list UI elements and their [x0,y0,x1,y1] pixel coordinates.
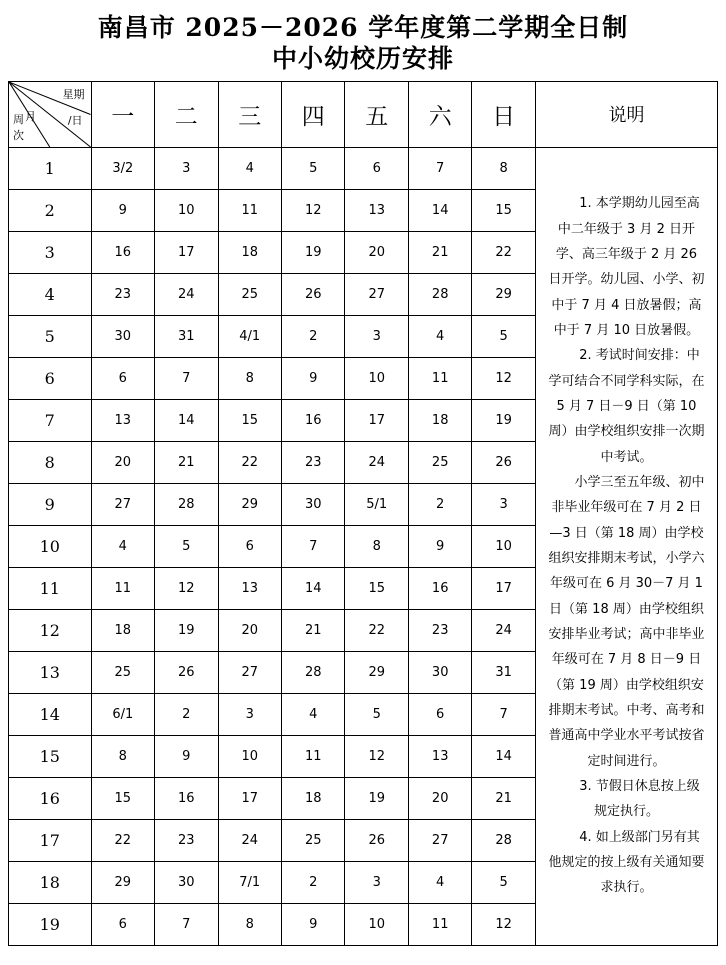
corner-header-cell [9,81,92,147]
header-day-5: 五 [345,81,408,147]
date-cell: 25 [408,441,471,483]
date-cell: 5/1 [345,483,408,525]
date-cell: 17 [218,777,281,819]
date-cell: 24 [218,819,281,861]
date-cell: 12 [472,903,535,945]
week-number-cell: 18 [9,861,92,903]
date-cell: 30 [408,651,471,693]
table-header-row [9,81,718,147]
date-cell: 6/1 [91,693,154,735]
date-cell: 31 [155,315,218,357]
header-day-2: 二 [155,81,218,147]
date-cell: 7 [472,693,535,735]
date-cell: 23 [155,819,218,861]
date-cell: 2 [281,315,344,357]
date-cell: 17 [345,399,408,441]
date-cell: 5 [345,693,408,735]
date-cell: 30 [155,861,218,903]
header-day-3: 三 [218,81,281,147]
date-cell: 29 [218,483,281,525]
note-paragraph: 1. 本学期幼儿园至高中二年级于 3 月 2 日开学、高三年级于 2 月 26 日开学。幼儿园、小学、初中于 7 月 4 日放暑假；高中于 7 月 10 日放暑假。 [548,196,705,338]
date-cell: 22 [218,441,281,483]
date-cell: 7 [408,147,471,189]
date-cell: 9 [408,525,471,567]
date-cell: 21 [408,231,471,273]
corner-label-week-ordinal: 周 次 [13,112,24,142]
date-cell: 10 [345,357,408,399]
page-title-line2: 中小幼校历安排 [271,44,454,74]
date-cell: 5 [155,525,218,567]
date-cell: 26 [345,819,408,861]
date-cell: 9 [155,735,218,777]
date-cell: 12 [281,189,344,231]
date-cell: 30 [91,315,154,357]
date-cell: 13 [218,567,281,609]
date-cell: 8 [472,147,535,189]
week-number-cell: 7 [9,399,92,441]
week-number-cell: 10 [9,525,92,567]
date-cell: 26 [155,651,218,693]
date-cell: 11 [91,567,154,609]
date-cell: 4 [91,525,154,567]
week-number-cell: 14 [9,693,92,735]
date-cell: 10 [472,525,535,567]
date-cell: 23 [91,273,154,315]
date-cell: 3 [345,315,408,357]
calendar-table-wrapper [0,81,726,946]
date-cell: 3 [155,147,218,189]
date-cell: 31 [472,651,535,693]
date-cell: 19 [472,399,535,441]
table-row [9,147,718,189]
date-cell: 4/1 [218,315,281,357]
date-cell: 19 [155,609,218,651]
date-cell: 8 [91,735,154,777]
date-cell: 10 [218,735,281,777]
date-cell: 2 [155,693,218,735]
date-cell: 6 [408,693,471,735]
week-number-cell: 3 [9,231,92,273]
date-cell: 20 [345,231,408,273]
date-cell: 20 [218,609,281,651]
date-cell: 12 [345,735,408,777]
date-cell: 27 [345,273,408,315]
date-cell: 4 [408,861,471,903]
header-day-6: 六 [408,81,471,147]
week-number-cell: 15 [9,735,92,777]
date-cell: 13 [408,735,471,777]
date-cell: 10 [345,903,408,945]
date-cell: 26 [281,273,344,315]
date-cell: 9 [91,189,154,231]
date-cell: 5 [472,315,535,357]
date-cell: 22 [472,231,535,273]
corner-label-date: /日 [67,113,83,127]
date-cell: 25 [91,651,154,693]
date-cell: 14 [472,735,535,777]
date-cell: 27 [408,819,471,861]
date-cell: 16 [408,567,471,609]
date-cell: 15 [218,399,281,441]
date-cell: 28 [408,273,471,315]
date-cell: 18 [281,777,344,819]
date-cell: 7 [155,357,218,399]
date-cell: 17 [155,231,218,273]
date-cell: 5 [472,861,535,903]
date-cell: 6 [218,525,281,567]
week-number-cell: 17 [9,819,92,861]
date-cell: 23 [408,609,471,651]
date-cell: 16 [155,777,218,819]
week-number-cell: 9 [9,483,92,525]
date-cell: 8 [345,525,408,567]
header-notes: 说明 [535,81,717,147]
date-cell: 24 [345,441,408,483]
date-cell: 29 [472,273,535,315]
date-cell: 4 [281,693,344,735]
date-cell: 17 [472,567,535,609]
date-cell: 9 [281,357,344,399]
date-cell: 24 [155,273,218,315]
date-cell: 19 [281,231,344,273]
note-paragraph: 4. 如上级部门另有其他规定的按上级有关通知要求执行。 [548,829,705,896]
week-number-cell: 2 [9,189,92,231]
week-number-cell: 19 [9,903,92,945]
date-cell: 27 [218,651,281,693]
date-cell: 22 [345,609,408,651]
date-cell: 27 [91,483,154,525]
date-cell: 18 [218,231,281,273]
date-cell: 4 [218,147,281,189]
note-paragraph: 3. 节假日休息按上级规定执行。 [579,779,700,820]
date-cell: 29 [91,861,154,903]
header-day-7: 日 [472,81,535,147]
note-paragraph: 小学三至五年级、初中非毕业年级可在 7 月 2 日—3 日（第 18 周）由学校组织安排期末考试，小学六年级可在 6 月 30－7 月 1 日（第 18 周）由学校组织安排毕业考试；高中非毕业年级可在 7 月 8 日－9 日（第 19 周）由学校组织安排期末考试。中考、高考和普通高中学业水平考试按省定时间进行。 [548,474,705,769]
date-cell: 11 [408,357,471,399]
date-cell: 28 [472,819,535,861]
date-cell: 12 [472,357,535,399]
date-cell: 21 [155,441,218,483]
school-calendar-table [8,81,718,946]
corner-label-month: 月 [25,109,36,123]
date-cell: 23 [281,441,344,483]
date-cell: 20 [91,441,154,483]
date-cell: 10 [155,189,218,231]
date-cell: 6 [345,147,408,189]
week-number-cell: 13 [9,651,92,693]
date-cell: 11 [408,903,471,945]
date-cell: 3 [218,693,281,735]
week-number-cell: 1 [9,147,92,189]
date-cell: 6 [91,357,154,399]
date-cell: 21 [281,609,344,651]
date-cell: 28 [155,483,218,525]
date-cell: 8 [218,903,281,945]
date-cell: 8 [218,357,281,399]
date-cell: 26 [472,441,535,483]
date-cell: 7/1 [218,861,281,903]
week-number-cell: 11 [9,567,92,609]
week-number-cell: 4 [9,273,92,315]
date-cell: 15 [472,189,535,231]
date-cell: 19 [345,777,408,819]
date-cell: 15 [345,567,408,609]
date-cell: 6 [91,903,154,945]
date-cell: 18 [91,609,154,651]
date-cell: 22 [91,819,154,861]
date-cell: 30 [281,483,344,525]
date-cell: 2 [281,861,344,903]
date-cell: 12 [155,567,218,609]
date-cell: 14 [155,399,218,441]
date-cell: 16 [281,399,344,441]
date-cell: 18 [408,399,471,441]
date-cell: 13 [345,189,408,231]
date-cell: 14 [408,189,471,231]
date-cell: 5 [281,147,344,189]
date-cell: 29 [345,651,408,693]
date-cell: 3 [345,861,408,903]
date-cell: 9 [281,903,344,945]
header-day-1: 一 [91,81,154,147]
date-cell: 2 [408,483,471,525]
date-cell: 4 [408,315,471,357]
corner-label-weekday: 星期 [62,87,85,101]
note-paragraph: 2. 考试时间安排：中学可结合不同学科实际，在 5 月 7 日－9 日（第 10 周）由学校组织安排一次期中考试。 [548,348,705,465]
notes-cell [535,147,717,945]
date-cell: 15 [91,777,154,819]
week-number-cell: 6 [9,357,92,399]
week-number-cell: 12 [9,609,92,651]
date-cell: 7 [155,903,218,945]
date-cell: 25 [218,273,281,315]
week-number-cell: 16 [9,777,92,819]
date-cell: 7 [281,525,344,567]
date-cell: 24 [472,609,535,651]
date-cell: 3 [472,483,535,525]
page-title [0,0,726,81]
week-number-cell: 5 [9,315,92,357]
week-number-cell: 8 [9,441,92,483]
page-title-line1: 南昌市 2025－2026 学年度第二学期全日制 [97,13,629,42]
date-cell: 11 [218,189,281,231]
header-day-4: 四 [281,81,344,147]
date-cell: 16 [91,231,154,273]
date-cell: 14 [281,567,344,609]
date-cell: 11 [281,735,344,777]
date-cell: 20 [408,777,471,819]
date-cell: 21 [472,777,535,819]
date-cell: 28 [281,651,344,693]
date-cell: 13 [91,399,154,441]
date-cell: 25 [281,819,344,861]
date-cell: 3/2 [91,147,154,189]
